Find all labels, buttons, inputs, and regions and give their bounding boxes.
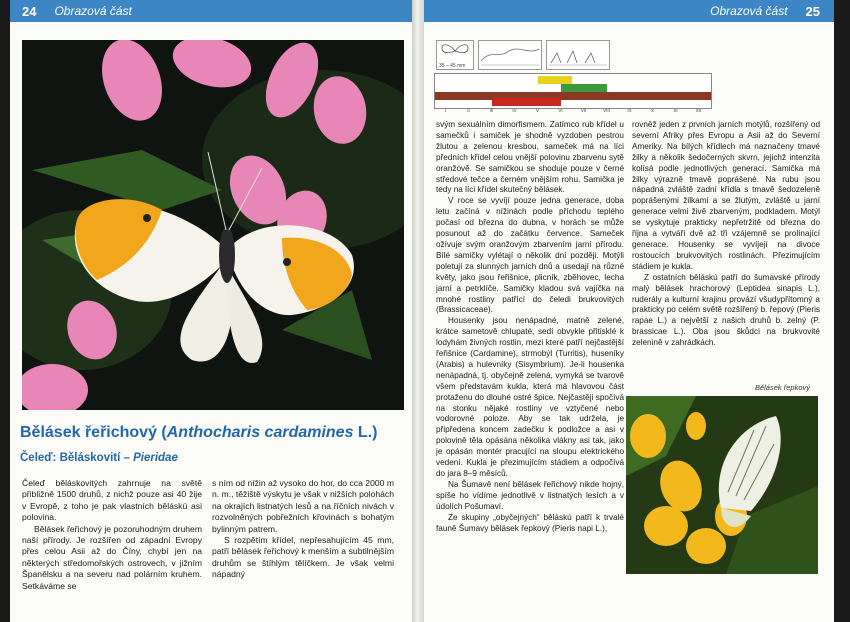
family-label: Čeleď: Běláskovití – <box>20 452 134 464</box>
month-label: XII <box>695 108 702 113</box>
month-label: IV <box>512 108 517 113</box>
paragraph: Housenky jsou nenápadné, matně zelené, krátce sametově chlupaté, sedí obvykle přitisklé k lodyhám živných rostlin, mezi které patří nejčastější řeřišnice (Cardamine), strmobýl (Turritis), huseníky (Arabis) a hulevníky (Sisymbrium). Je-li housenka nenápadná, tj. obyčejně zelená, vymyká se tvarově všem představám kukla, která má hlavovou část protaženu do dlouhé ostré špice. Nejčastěji spočívá na stonku nějaké rostliny ve vztyčené nebo vodorovné poloze. Aby se tak udržela, je připředena koncem zadečku k podložce a asi v polovině těla opásána několika vlákny asi tak, jako je opásán montér pracující na sloupu elektrického vedení. Kukla je přezimujícím stádiem a odpočívá do jara 8–9 měsíců. <box>436 316 624 478</box>
month-label: I <box>444 108 447 113</box>
habitat-meadow-icon <box>546 40 610 70</box>
family-line <box>20 452 178 464</box>
left-column-1 <box>22 478 202 592</box>
month-label: IX <box>627 108 632 113</box>
section-title: Obrazová část <box>710 4 788 18</box>
larva-bar <box>492 98 561 106</box>
paragraph: Ze skupiny „obyčejných“ běláskú patří k trvalé fauně Šumavy bělásek řepkový (Pieris napi L.), <box>436 512 624 533</box>
left-page-header <box>10 0 412 22</box>
month-label: XI <box>673 108 678 113</box>
photo-caption: Bělásek řepkový <box>754 383 810 392</box>
month-label: X <box>650 108 654 113</box>
month-grid <box>434 73 712 109</box>
month-label: II <box>467 108 470 113</box>
adult-flight-bar <box>538 76 572 84</box>
egg-bar <box>561 84 607 92</box>
green-veined-white-photo <box>626 396 818 574</box>
phenology-chart <box>434 40 710 112</box>
paragraph: rovněž jeden z prvních jarních motýlů, rozšířený od severní Afriky přes Evropu a Asii až do Severní Ameriky. Na bílých křídlech má naznačeny tmavé žilky a několik šedočerných skvrn, jejichž intenzita kolísá podle jednotlivých generací. Samička má žilky výrazně tmavě poprášené. Na rubu jsou nápadná zvláště zadní křídla s tmavě šedozeleně poprášenými žilkami a se žlutým, zvláště u jarní generace velmi živě zbarveným, podkladem. Motýl se vyskytuje prakticky nepřetržitě od března do října a vytváří dvě až tři vzájemně se prolínající generace. Housenky se vyvíjejí na divoce rostoucích brukvovitých rostlinách. Přezimujícím stádiem je kukla. <box>632 120 820 271</box>
month-label: V <box>535 108 539 113</box>
wingspan-label: 35 – 45 mm <box>439 63 466 69</box>
right-column-2 <box>632 120 820 349</box>
month-labels <box>434 108 710 113</box>
right-column-1 <box>436 120 624 534</box>
book-gutter <box>412 0 424 622</box>
paragraph: Z ostatních běláskú patří do šumavské přírody malý bělásek hrachorový (Leptidea sinapis L.), ruderály a kulturní krajinu provází všudypřítomný a prakticky po celém světě rozšířený b. řepový (Pieris rapae L.) a největší z našich druhů b. zelný (P. brassicae L.). Oba jsou škůdci na brukvovité zelenině v zahrádkách. <box>632 272 820 348</box>
orange-tip-butterfly-photo <box>22 40 404 410</box>
paragraph: V roce se vyvíjí pouze jedna generace, doba letu začíná v nížinách podle příchodu teplého počasí od března do dubna, v horách se může posunout až do začátku července. Sameček ožívuje svým oranžovým zbarvením jarní přírodu. Bílé samičky vylétají o několik dní později. Motýli poletují za slunných jarních dnů a usedají na různé květy, jako jsou řeřišnice, plicník, zběhovec, lecha jarní a petrklíče. Samičky kladou svá vajíčka na mnohé rostliny patřící do čeledi brukvovitých (Brassicaceae). <box>436 196 624 315</box>
left-column-2 <box>212 478 394 581</box>
section-title: Obrazová část <box>54 4 132 18</box>
habitat-hills-icon <box>478 40 542 70</box>
species-title <box>20 424 410 442</box>
paragraph: S rozpětím křídel, nepřesahujícím 45 mm, patří bělásek řeřichový k menším a subtilnějším druhům se štíhlým tělíčkem. Je však velmi nápadný <box>212 535 394 580</box>
month-label: VIII <box>603 108 610 113</box>
paragraph: Bělásek řeřichový je pozoruhodným druhem naší přírody. Je rozšířen od západní Evropy přes celou Asii až do Číny, chybí jen na některých středomořských ostrovech, v jižním Španělsku a na severu nad polárním kruhem. Setkáváme se <box>22 523 202 591</box>
title-czech: Bělásek řeřichový ( <box>20 424 167 441</box>
paragraph: s ním od nížin až vysoko do hor, do cca 2000 m n. m., těžiště výskytu je však v nižších polohách na okrajích listnatých lesů a na říčních nivách v rozvolněných pobřežních křovinách s bohatým bylinným patrem. <box>212 478 394 534</box>
butterfly-size-icon <box>436 40 474 70</box>
left-page <box>10 0 412 622</box>
page-number: 25 <box>805 3 820 19</box>
month-label: VI <box>558 108 563 113</box>
paragraph: svým sexuálním dimorfismem. Zatímco rub křídel u samečků i samiček je shodně vyzdoben pestrou žlutou a zelenou kresbou, sameček má na líci předních křídel celou vnější polovinu zbarvenu sytě oranžově. Se samičkou se shoduje pouze v černé středové tečce a černém vnějším rohu. Samička je tedy na líci křídel skutečný bělásek. <box>436 120 624 195</box>
title-latin: Anthocharis cardamines <box>166 424 354 441</box>
family-latin: Pieridae <box>133 452 178 464</box>
month-label: III <box>489 108 494 113</box>
right-page <box>424 0 834 622</box>
page-number: 24 <box>22 3 37 19</box>
paragraph: Na Šumavě není bělásek řeřichový nikde hojný, spíše ho vídíme jednotlivě v listnatých lesích a v údolích Pošumaví. <box>436 479 624 511</box>
title-tail: L.) <box>353 424 378 441</box>
right-page-header <box>424 0 834 22</box>
pupa-bar <box>435 92 711 100</box>
month-label: VII <box>580 108 587 113</box>
paragraph: Čeleď běláskovitých zahrnuje na světě přibližně 1500 druhů, z nichž pouze asi 40 žije v Evropě, z toho je pak vlastních běláskú asi polovina. <box>22 478 202 523</box>
